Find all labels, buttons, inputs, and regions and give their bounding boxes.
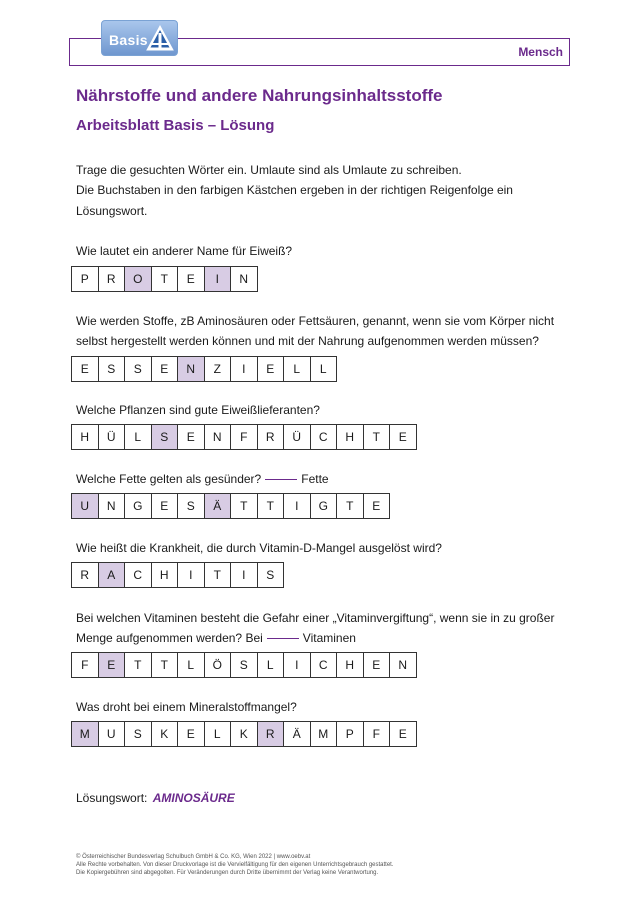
- letter-cell: E: [363, 493, 391, 519]
- letter-cell: L: [204, 721, 232, 747]
- intro-line-2: Die Buchstaben in den farbigen Kästchen ergeben in der richtigen Reigenfolge ein: [76, 183, 513, 197]
- question-1: Wie lautet ein anderer Name für Eiweiß?: [76, 244, 293, 258]
- letter-cell: S: [257, 562, 285, 588]
- letter-cell: N: [204, 424, 232, 450]
- letter-cell: E: [177, 721, 205, 747]
- letter-cell: I: [177, 562, 205, 588]
- solution-letter-cell: R: [257, 721, 285, 747]
- letter-cell: F: [230, 424, 258, 450]
- solution-letter-cell: M: [71, 721, 99, 747]
- letter-cell: E: [177, 266, 205, 292]
- letter-cell: T: [257, 493, 285, 519]
- footer-line-3: Die Kopiergebühren sind abgegolten. Für Veränderungen durch Dritte übernimmt der Verlag keine Verantwortung.: [76, 870, 379, 876]
- answer-row-4: [71, 493, 390, 519]
- letter-cell: L: [257, 652, 285, 678]
- solution-letter-cell: Ä: [204, 493, 232, 519]
- letter-cell: F: [71, 652, 99, 678]
- letter-cell: Z: [204, 356, 232, 382]
- answer-row-5: [71, 562, 284, 588]
- letter-cell: S: [177, 493, 205, 519]
- letter-cell: E: [71, 356, 99, 382]
- answer-row-6: [71, 652, 417, 678]
- footer-line-1: © Österreichischer Bundesverlag Schulbuch GmbH & Co. KG, Wien 2022 | www.oebv.at: [76, 854, 311, 860]
- letter-cell: S: [124, 356, 152, 382]
- letter-cell: H: [151, 562, 179, 588]
- letter-cell: Ö: [204, 652, 232, 678]
- letter-cell: T: [204, 562, 232, 588]
- intro-line-3: Lösungswort.: [76, 204, 148, 218]
- letter-cell: E: [363, 652, 391, 678]
- letter-cell: T: [230, 493, 258, 519]
- letter-cell: T: [124, 652, 152, 678]
- solution-letter-cell: U: [71, 493, 99, 519]
- question-4: [76, 472, 329, 486]
- letter-cell: E: [151, 356, 179, 382]
- letter-cell: L: [283, 356, 311, 382]
- page-subtitle: Arbeitsblatt Basis – Lösung: [76, 117, 275, 134]
- letter-cell: I: [283, 652, 311, 678]
- letter-cell: T: [336, 493, 364, 519]
- letter-cell: G: [310, 493, 338, 519]
- solution-letter-cell: I: [204, 266, 232, 292]
- question-6-text: Menge aufgenommen werden? Bei: [76, 631, 263, 645]
- letter-cell: E: [257, 356, 285, 382]
- page-title: Nährstoffe und andere Nahrungsinhaltsstoffe: [76, 86, 443, 105]
- letter-cell: T: [363, 424, 391, 450]
- solution-letter-cell: E: [98, 652, 126, 678]
- blank-line: [265, 479, 297, 480]
- letter-cell: L: [124, 424, 152, 450]
- letter-cell: R: [257, 424, 285, 450]
- footer: [76, 853, 394, 877]
- letter-cell: E: [389, 424, 417, 450]
- letter-cell: I: [230, 356, 258, 382]
- solution-label: Lösungswort:: [76, 791, 148, 805]
- logo-text: Basis: [109, 32, 148, 48]
- letter-cell: S: [98, 356, 126, 382]
- letter-cell: P: [336, 721, 364, 747]
- letter-cell: I: [283, 493, 311, 519]
- question-6-line-1: Bei welchen Vitaminen besteht die Gefahr einer „Vitaminvergiftung“, wenn sie in zu großer: [76, 611, 555, 625]
- letter-cell: M: [310, 721, 338, 747]
- question-6-line-2: [76, 631, 356, 645]
- blank-line: [267, 638, 299, 639]
- letter-cell: E: [389, 721, 417, 747]
- letter-cell: C: [310, 424, 338, 450]
- question-2-line-1: Wie werden Stoffe, zB Aminosäuren oder Fettsäuren, genannt, wenn sie vom Körper nicht: [76, 314, 555, 328]
- footer-line-2: Alle Rechte vorbehalten. Von dieser Druckvorlage ist die Vervielfältigung für den eigenen Unterrichtsgebrauch gestattet.: [76, 862, 394, 868]
- answer-row-2: [71, 356, 337, 382]
- letter-cell: E: [177, 424, 205, 450]
- letter-cell: H: [336, 424, 364, 450]
- solution: [76, 791, 235, 805]
- question-3: Welche Pflanzen sind gute Eiweißlieferanten?: [76, 403, 320, 417]
- letter-cell: L: [177, 652, 205, 678]
- letter-cell: T: [151, 266, 179, 292]
- answer-row-1: [71, 266, 258, 292]
- question-5: Wie heißt die Krankheit, die durch Vitamin-D-Mangel ausgelöst wird?: [76, 541, 442, 555]
- solution-letter-cell: O: [124, 266, 152, 292]
- question-4-text: Welche Fette gelten als gesünder?: [76, 472, 262, 486]
- letter-cell: Ü: [283, 424, 311, 450]
- intro-line-1: Trage die gesuchten Wörter ein. Umlaute sind als Umlaute zu schreiben.: [76, 163, 462, 177]
- letter-cell: C: [310, 652, 338, 678]
- letter-cell: H: [71, 424, 99, 450]
- solution-word: AMINOSÄURE: [152, 791, 235, 805]
- question-6-suffix: Vitaminen: [302, 631, 356, 645]
- pyramid-icon: [145, 24, 175, 52]
- basis-logo: [101, 20, 178, 56]
- letter-cell: F: [363, 721, 391, 747]
- letter-cell: H: [336, 652, 364, 678]
- letter-cell: C: [124, 562, 152, 588]
- letter-cell: E: [151, 493, 179, 519]
- section-label: Mensch: [518, 45, 563, 59]
- question-2-line-2: selbst hergestellt werden können und mit der Nahrung aufgenommen werden müssen?: [76, 334, 539, 348]
- letter-cell: N: [230, 266, 258, 292]
- solution-letter-cell: N: [177, 356, 205, 382]
- letter-cell: Ä: [283, 721, 311, 747]
- letter-cell: S: [230, 652, 258, 678]
- letter-cell: N: [98, 493, 126, 519]
- letter-cell: K: [230, 721, 258, 747]
- question-4-suffix: Fette: [301, 472, 329, 486]
- letter-cell: R: [71, 562, 99, 588]
- letter-cell: L: [310, 356, 338, 382]
- letter-cell: K: [151, 721, 179, 747]
- letter-cell: N: [389, 652, 417, 678]
- letter-cell: I: [230, 562, 258, 588]
- letter-cell: Ü: [98, 424, 126, 450]
- letter-cell: P: [71, 266, 99, 292]
- answer-row-3: [71, 424, 417, 450]
- letter-cell: U: [98, 721, 126, 747]
- question-7: Was droht bei einem Mineralstoffmangel?: [76, 700, 297, 714]
- letter-cell: S: [124, 721, 152, 747]
- answer-row-7: [71, 721, 417, 747]
- letter-cell: G: [124, 493, 152, 519]
- solution-letter-cell: S: [151, 424, 179, 450]
- solution-letter-cell: A: [98, 562, 126, 588]
- letter-cell: T: [151, 652, 179, 678]
- letter-cell: R: [98, 266, 126, 292]
